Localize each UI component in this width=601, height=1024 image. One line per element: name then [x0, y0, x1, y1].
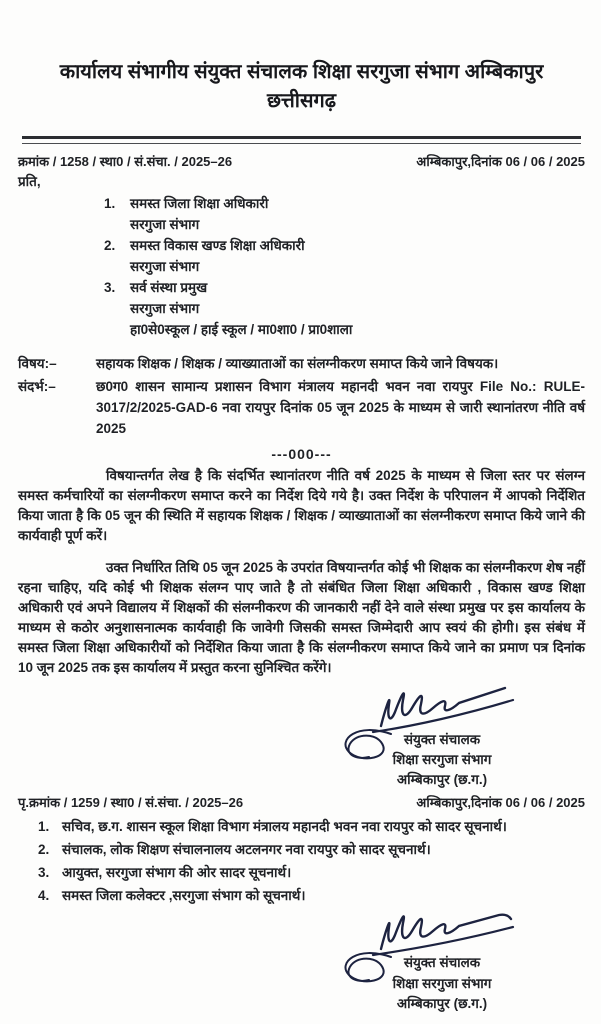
list-number: 1.	[104, 196, 116, 211]
addressee-title: समस्त जिला शिक्षा अधिकारी	[130, 196, 269, 211]
reference-number-row	[18, 152, 585, 170]
list-number: 1.	[38, 818, 50, 834]
salutation: प्रति,	[18, 174, 41, 189]
list-item	[104, 236, 585, 278]
divider-thick-line	[22, 136, 581, 139]
letterhead	[18, 58, 585, 116]
list-item	[38, 861, 585, 884]
subject-label: विषय:–	[18, 356, 57, 372]
addressee-region: सरगुजा संभाग	[130, 216, 200, 232]
header-divider	[22, 136, 581, 144]
copy-to-text: सचिव, छ.ग. शासन स्कूल शिक्षा विभाग मंत्रालय महानदी भवन नवा रायपुर को सादर सूचनार्थ।	[62, 818, 507, 834]
addressee-region: सरगुजा संभाग	[130, 300, 200, 316]
signatory-location: अम्बिकापुर (छ.ग.)	[396, 772, 488, 788]
signatory-designation: संयुक्त संचालक	[403, 731, 481, 747]
signatory-location: अम्बिकापुर (छ.ग.)	[396, 995, 488, 1011]
list-item	[38, 815, 585, 838]
endorsement-number-row	[18, 793, 585, 811]
addressee-title: सर्व संस्था प्रमुख	[130, 279, 208, 295]
addressee-list	[104, 194, 585, 340]
copy-to-text: आयुक्त, सरगुजा संभाग की ओर सादर सूचनार्थ।	[62, 865, 292, 881]
reference-row	[18, 377, 585, 440]
list-item	[104, 194, 585, 236]
addressee-title: समस्त विकास खण्ड शिक्षा अधिकारी	[130, 237, 305, 253]
subject-row	[18, 354, 585, 375]
list-number: 4.	[38, 888, 50, 904]
copy-to-list	[38, 815, 585, 908]
subject-text: सहायक शिक्षक / शिक्षक / व्याख्याताओं का संलग्नीकरण समाप्त किये जाने विषयक।	[96, 356, 499, 372]
signatory-department: शिक्षा सरगुजा संभाग	[392, 975, 492, 991]
body-paragraph-1: विषयान्तर्गत लेख है कि संदर्भित स्थानांतरण नीति वर्ष 2025 के माध्यम से जिला स्तर पर संलग्न समस्त कर्मचारियों का संलग्नीकरण समाप्त करने का निर्देश दिये गये है। उक्त निर्देश के परिपालन में आपको निर्देशित किया जाता है कि 05 जून की स्थिति में सहायक शिक्षक / शिक्षक / व्याख्याताओं का संलग्नीकरण समाप्त किये जाने की कार्यवाही पूर्ण करें।	[18, 468, 585, 544]
list-number: 3.	[38, 865, 50, 881]
endorsement-number: पृ.क्रमांक / 1259 / स्था0 / सं.संचा. / 2025–26	[18, 794, 244, 810]
body-paragraph-2: उक्त निर्धारित तिथि 05 जून 2025 के उपरांत विषयान्तर्गत कोई भी शिक्षक का संलग्नीकरण शेष नहीं रहना चाहिए, यदि कोई भी शिक्षक संलग्न पाए जाते है तो संबंधित जिला शिक्षा अधिकारी , विकास खण्ड शिक्षा अधिकारी एवं अपने विद्यालय में शिक्षकों की संलग्नीकरण की जानकारी नहीं देने वाले संस्था प्रमुख पर इस कार्यालय के माध्यम से कठोर अनुशासनात्मक कार्यवाही कि जावेगी जिसकी समस्त जिम्मेदारी आप स्वयं की होगी। इस संबंध में समस्त जिला शिक्षा अधिकारीयों को निर्देशित किया जाता है कि संलग्नीकरण समाप्त किये जाने का प्रमाण पत्र दिनांक 10 जून 2025 तक इस कार्यालय में प्रस्तुत करना सुनिश्चित करेंगे।	[18, 560, 585, 675]
signature-block-2	[327, 903, 557, 1014]
addressee-school-types: हा0से0स्कूल / हाई स्कूल / मा0शा0 / प्रा0शाला	[130, 321, 353, 337]
divider-thin-line	[22, 143, 581, 144]
addressee-region: सरगुजा संभाग	[130, 258, 200, 274]
copy-to-text: संचालक, लोक शिक्षण संचालनालय अटलनगर नवा रायपुर को सादर सूचनार्थ।	[62, 841, 431, 857]
reference-text: छ0ग0 शासन सामान्य प्रशासन विभाग मंत्रालय महानदी भवन नवा रायपुर File No.: RULE-3017/2/2025-GAD-6 नवा रायपुर दिनांक 05 जून 2025 के माध्यम से जारी स्थानांतरण नीति वर्ष 2025	[96, 379, 585, 437]
list-number: 2.	[38, 841, 50, 857]
letter-number: क्रमांक / 1258 / स्था0 / सं.संचा. / 2025–26	[18, 154, 233, 169]
reference-label: संदर्भ:–	[18, 379, 56, 395]
signature-block-1	[327, 680, 557, 791]
endorsement-place-date: अम्बिकापुर,दिनांक 06 / 06 / 2025	[416, 794, 585, 810]
list-number: 2.	[104, 237, 116, 253]
signatory-designation: संयुक्त संचालक	[403, 955, 481, 971]
office-state: छत्तीसगढ़	[266, 90, 337, 112]
copy-to-text: समस्त जिला कलेक्टर ,सरगुजा संभाग को सूचनार्थ।	[62, 888, 306, 904]
office-title: कार्यालय संभागीय संयुक्त संचालक शिक्षा सरगुजा संभाग अम्बिकापुर	[59, 61, 544, 83]
section-separator: ---000---	[271, 446, 332, 463]
list-number: 3.	[104, 279, 116, 295]
list-item	[38, 838, 585, 861]
list-item	[104, 278, 585, 341]
letter-place-date: अम्बिकापुर,दिनांक 06 / 06 / 2025	[416, 154, 585, 169]
signatory-department: शिक्षा सरगुजा संभाग	[392, 752, 492, 768]
